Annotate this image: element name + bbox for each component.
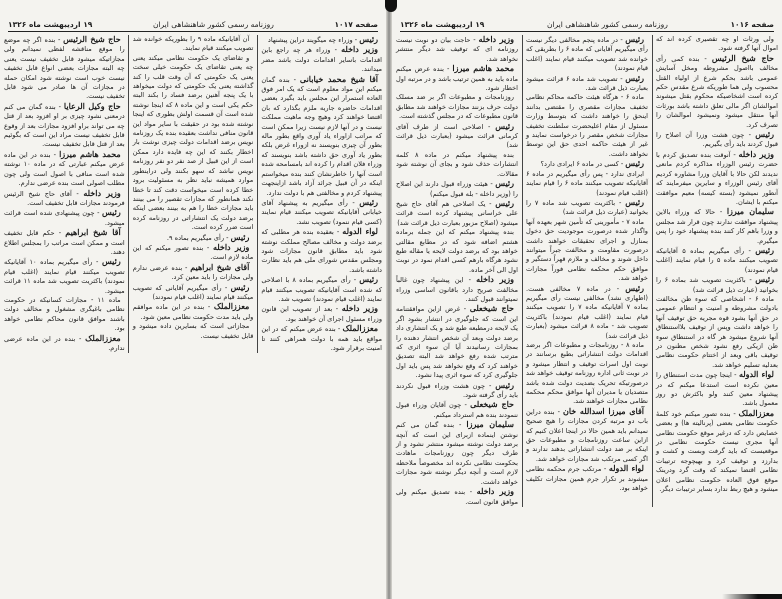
paragraph-text: - بنده دراین باب دو مرتبه کردن مجازات را هیچ صحیح نمیدانم باید همین حالا در اینجا اعلان کنیم که ازاین ساعت روزنامجات و مطبوعات حق اینکه بر ضد دولت انتشاراتی بدهند ندارند و اگر کسی مرتکب شد مجازات خواهد شد. [526, 407, 648, 463]
paragraph-text: - چون پیشنهادی شده است قرائت میشود. [4, 209, 125, 227]
paragraph-text: - بعقیده بنده هر مطلبی که برضد دولت و مخالف مصالح مملکت نوشته شود باید مطابق قانون مجازات شود ومجلس مقدس شورای ملی هم باید نظارت داشته باشد. [261, 228, 382, 274]
paragraph [656, 275, 778, 295]
paragraph [4, 102, 125, 150]
page-header [400, 13, 774, 32]
paragraph-text: - بنده عرض میکنم که در این مواقع باید همه با دولت همراهی کنند تا امنیت برقرار شود. [261, 325, 382, 352]
speaker-name: رئیس [495, 379, 514, 390]
paragraph-text: - آقای حاج شیخ الرئیس فرمودند مجازات قابل تخفیف است. [4, 189, 125, 207]
paragraph [261, 304, 382, 324]
speaker-name: وزیر داخله [83, 187, 121, 198]
paragraph [526, 407, 648, 464]
scan-edge-shadow [722, 594, 782, 599]
paragraph-text: - بنده در این ماده موافقم ولی باید مدت حکومت نظامی معین شود. [132, 303, 254, 321]
paragraph [656, 35, 778, 54]
speaker-name: رئیس [625, 72, 644, 83]
speaker-name: رئیس [625, 282, 644, 293]
paragraph-text: ایرادی ندارد - پس رأی میگیریم در ماده ۶ آقایانیکه تصویب میکنند ماده ۶ را قیام نمایند (اغلب قیام نمودند) [526, 169, 649, 197]
paragraph [133, 54, 254, 233]
paragraph-text: - باکثریت تصویب شد بماده ۶ را بخوانید (عبارت ذیل قرائت شد) [656, 276, 778, 294]
paragraph-text: - رأی میگیریم بماده ۹. [166, 233, 231, 242]
speaker-name: رئیس [230, 231, 250, 242]
paragraph-text: - مرتکب جرم محکمه نظامی میشوند بر تکرار جرم همین مجازات تکلیف خواهد بود. [526, 465, 648, 493]
speaker-name: رئیس [101, 256, 121, 267]
speaker-name: رئیس [755, 244, 774, 255]
speaker-name: رئیس [625, 196, 644, 207]
speaker-name: رئیس [359, 274, 378, 285]
paragraph [526, 74, 648, 94]
paragraph [4, 208, 125, 228]
paragraph-text: روزنامجات و مطبوعات اگر بر ضد مسلک دولت حرف بزنند مجازات خواهند شد مطابق قانون مطبوعات که در مجلس گذشته است. [396, 93, 518, 121]
speaker-name: معززالملک [85, 332, 121, 343]
speaker-name: رئیس [495, 120, 514, 131]
paragraph-text: بنده پیشنهاد میکنم که این جمله برماده هشتم اضافه شود که در مطابع مقالتی خواهد بود که برضد دولت لایحه یا مقاله طبع نشود هرگاه بارهم کسی اقدام نمود در نوبت اول الی آخر ماده. [396, 228, 518, 274]
paragraph [4, 35, 125, 102]
speaker-name: رئیس [625, 34, 644, 44]
paragraph-text: ماده ۶ - هرگاه هیئت حاکمه محاکم نظامی تخفیف مجازات مقصری را مقتضی بدانند اینحق را خواهند داشت که بتوسط وزارت مسئول از مقام اعلیحضرت سلطنت تخفیف مجازات شخص مقصر را درخواست نمایند و غیر از هیئت حاکمه احدی حق این توسط نخواهد داشت. [526, 93, 648, 158]
left-page [0, 0, 386, 353]
paragraph [526, 198, 648, 218]
page-number: صفحه ۱۰۱۷ [334, 20, 378, 29]
paragraph-text: - رأی میگیریم بماده ۱۰ آقایانیکه تصویب میکنند قیام نمایند (اغلب قیام نمودند) باکثریت تصویب شد ماده ۱۱ قرائت میشود. [4, 258, 125, 295]
paragraph [656, 295, 778, 370]
paragraph [4, 228, 125, 257]
paragraph-text: - رأی میگیریم بماده ۵ آقایانیکه تصویب میکنند ماده ۵ را قیام نمایند (اغلب قیام نمودند) [656, 246, 778, 274]
speaker-name: رئیس [101, 207, 121, 218]
paragraph [4, 150, 125, 189]
right-page [392, 0, 782, 507]
paragraph [656, 54, 778, 130]
paragraph-text: - رأی میگیریم آقایانی که تصویب میکنند قیام نمایند (اغلب قیام نمودند) [132, 283, 254, 301]
speaker-name: معززالملک [342, 323, 378, 334]
paragraph [526, 341, 648, 407]
speaker-name: سلیمان میرزا [466, 419, 515, 430]
paragraph [526, 35, 648, 74]
paragraph-text: بنده پیشنهاد میکنم در ماده ۸ کلمه انتشارات حذف شود و بجای آن نوشته شود مقالات. [396, 150, 518, 178]
paragraph-text: - حکم قابل تخفیف است و ممکن است مراتب را بمجلس اطلاع دهند. [4, 229, 125, 256]
newspaper-title: روزنامه رسمی کشور شاهنشاهی ایران [546, 20, 668, 29]
paragraph-text: - چون هشت وزراء قبول نکردند باید رأی گرفته شود. [396, 381, 518, 400]
paragraph-text: ماده ۷ - مأمورینی که تأمین شهر بعهده آنها واگذار شده درصورت موجودیت حق دخول بمنازل و اجرای تحقیقات خواهند داشت درصورت مقاومت و مخالفت جبراً میتوانند داخل شوند و مخالف و ملازم قهراً دستگیر و موافق حکم محکمه نظامی فوراً مجازات خواهد شد. [526, 217, 648, 283]
paragraph-text: ماده ۸ - روزنامجات و مطبوعات اگر برضد اقدامات دولت انتشاراتی بطبع برسانند در نوبت اول اسرات توقیف و انتظار میشود و در نوبت ثانی اداره روزنامه توقیف خواهد شد درصورتیکه تحریک بضدیت دولت شده باشد متصدیان یا مدیران آنها موافق محکم محکمه نظامی مجازات خواهند شد. [526, 341, 648, 406]
paragraph [396, 64, 518, 93]
paragraph [396, 179, 518, 199]
paragraph [656, 409, 778, 495]
paragraph [396, 487, 518, 507]
speaker-name: وزیر داخله [341, 303, 378, 314]
speaker-name: معززالملک [738, 407, 774, 418]
speaker-name: رئیس [625, 158, 644, 169]
paragraph [396, 420, 518, 487]
paragraph-text: - حالا که وزراء بالاین پیشنهاد موافقت ندارند چون قرار شد مجلس و وزرا باهم کار کنند بنده پیشنهاد خود را پس میگیرم. [656, 208, 778, 245]
paragraph-text: آن آقایانیکه ماده ۹ را بطوریکه خوانده شد تصویب میکنند قیام نمایند. [132, 35, 254, 53]
paragraph-text: ماده ۱۱ - مجازات کسانیکه در حکومت نظامی باغیگری مشغول و مخالف دولت باشند موافق قانون محاکم نظامی خواهد بود. [4, 295, 125, 333]
issue-date: ۱۹ اردیبهشت ماه ۱۳۲۶ [8, 20, 93, 29]
paragraph-text: - بنده در این ماده عرض میکنم عبارتی که در ماده ۱۰ نوشته شده است منافی با اصول است ولی چون مطلب اصولی است بنده عرضی ندارم. [4, 150, 125, 188]
paragraph [656, 246, 778, 275]
speaker-name: لواء الدوله [342, 226, 378, 237]
page-header [8, 13, 378, 32]
paragraph-text: - در ماده ۷ مخالفی هست. (اظهاری نشد) مخالفی نیست رأی میگیریم بماده ۷ آقایانیکه ماده ۷ را تصویب میکنند قیام نمایند (اغلب قیام نمودند) باکثریت تصویب شد - ماده ۸ قرائت میشود (بعبارت ذیل قرائت شد) [526, 284, 648, 340]
paragraph [133, 283, 254, 303]
page-number: صفحه ۱۰۱۶ [730, 20, 774, 29]
paragraph [656, 370, 778, 409]
speaker-name: رئیس [359, 34, 378, 44]
paragraph-text: - اصلاحی است از طرف آقای کرمانی قرائت میشود (بعبارت ذیل قرائت شد) [396, 122, 518, 150]
paragraph [396, 275, 518, 304]
paragraph-text: ولی ورثات او چه تقصیری کرده اند که اموال آنها گرفته شود. [656, 35, 778, 53]
paragraph-text: - یک اصلاحی هم آقای حاج شیخ علی خراسانی پیشنهاد کرده است قرائت میشود (اصلاح مزبور بعبارت ذیل قرائت شد) [396, 199, 518, 227]
paragraph-text: - چون هشت وزرا آن اصلاح را قبول کردند باید رأی بگیریم. [656, 131, 778, 149]
paragraph [133, 263, 254, 283]
paragraph [396, 199, 518, 228]
speaker-name: وزیر داخله [478, 34, 514, 44]
paragraph-text: - باکثریت تصویب شد ماده ۷ را بخوانید (عبارت ذیل قرائت شد) [526, 198, 648, 217]
paragraph [526, 218, 648, 284]
paragraph-text: - بنده گمان می کنم نوشتن اینماده ازبرای این است که آنچه برضد دولت نوشته میشود منتشر نشود و از طرف دیگر چون روزنامجات ماهادت بحکومت نظامی نکرده اند مخصوصاً ملاحظه لازم است و آنچه دیگر نوشته شود مجازات خواهد داشت. [396, 421, 518, 486]
paragraph-text: - رأی میگیریم بماده ۸ با اصلاحی که شده است آقایانیکه تصویب میکنند قیام نمایند (اغلب قیام نمودند) تصویب شد. [261, 276, 382, 303]
paragraph [4, 334, 125, 354]
paragraph-text: - تصویب شد ماده ۶ قرائت میشود بعبارت ذیل قرائت شد. [526, 74, 648, 93]
paragraph-text: - حاجت بیان دو نوبت نیست روزنامه ای که توقیف شد دیگر منتشر نخواهد شد. [396, 36, 518, 63]
speaker-name: آقای شیخ ابراهیم [190, 261, 250, 272]
paragraph [133, 35, 254, 54]
paragraph [396, 122, 518, 151]
paragraph [526, 170, 648, 198]
paragraph [656, 207, 778, 246]
speaker-name: آقا شیخ محمد خیابانی [299, 73, 378, 84]
paragraph-text: - بنده تصدیق میکنم ولی موافق قانون است. [396, 488, 518, 506]
paragraph [133, 322, 254, 341]
paragraph [261, 198, 382, 227]
paragraph [4, 257, 125, 296]
speaker-name: وزیر داخله [476, 486, 514, 497]
speaker-name: آقای میرزا اسدالله خان [562, 405, 644, 416]
paragraph-text: - بنده کمی رأی مخالف بااصول مشروطه ومخل آسایش عمومی باشد بحکم شرع از اولیاء القتل محسوب ولی هما طوریکه شرع مقدس حکم کرده است اشخاصیکه محکوم بقتل میشوند اموالشان اگر مالی تعلق داشته باشد بورثات آنها منتقل میشود ونمیشود اموالشان را تصرف کرد. [656, 54, 778, 129]
paragraph-text: - بنده اگر چه موضع را موقع مناقشه لفظی نمیدانم ولی مجازاتیکه میشود قابل تخفیف نیست یعنی چه البته مجازات بعضی انواع قابل تخفیف نیست خوب است نوشته شود امکان حمله در مجازات آن ها صادر می شود قابل تخفیف نیست. [4, 36, 125, 101]
paragraph [4, 296, 125, 334]
paragraph-text: - بنده گمان می کنم درمعنی نشود چیزی بر او افزود بعد از قتل چه می تواند براو افزود مجازات بعد از وقوع قابل تخفیف نیست مراد این است که بگوئیم بعد از قتل قابل تخفیف نیست. [4, 102, 125, 149]
speaker-name: رئیس [495, 178, 514, 189]
paragraph [133, 302, 254, 322]
paragraph [526, 284, 648, 341]
paragraph-text: - بنده تصور میکنم که این ماده لازم است. [132, 243, 254, 262]
paragraph-text: - در ماده پنجم مخالفی دیگر نیست رأی میگیریم آقایانی که ماده ۶ را بطریقی که خوانده شد تصویب میکنند قیام نمایند (اغلب قیام نمودند) [526, 36, 648, 73]
paragraph [526, 159, 648, 169]
speaker-name: رئیس [755, 129, 774, 140]
paragraph-text: - آنوقت بنده تصدیق کردم با حضرت رئیس الوزراء مذاکره کردم مانعی ندیدند لکن حالا با آقایان وزرا مشاوره کردیم آقای رئیس الوزراء و سایرین میفرمایند که آنطور نمیشود (بسته کیسه) معیم موافقت میکنم با ایشان. [656, 150, 778, 206]
speaker-name: لواء الدوله [608, 463, 644, 474]
speaker-name: رئیس [755, 274, 774, 285]
paragraph-text: - غرض ازاین موافقتنامه این است که جلوگیری در انتشار بشود اگر یک لایحه درمطبعه طبع شد و یک انتشاری داد برضد دولت وبعد آن شخص انتشار دهنده را بمجازات رسانیدند آیا آن سوء اثری که مترتب شده رفع خواهد شد البته تصدیق خواهند کرد که وقع نخواهد شد پس باید اول جلوگیری کرد که سوء اثری پیدا نشود. [396, 305, 518, 380]
speaker-name: وزیر داخله [212, 241, 250, 252]
speaker-name: لواء الدوله [738, 369, 774, 380]
paragraph-text: - رأی میگیریم به پیشنهاد آقای خیابانی آقایانیکه تصویب میکنند قیام نمایند (کسی قیام ننمود) تصویب نشد. [261, 198, 382, 226]
paragraph [261, 45, 382, 74]
speaker-name: سلیمان میرزا [726, 206, 774, 217]
paragraph-text: و تقاضای یک حکومت نظامی میکند یعنی چه یعنی تقاضای یک حکومت خیلی سخت یعنی یک حکومتی که آن وقت قلب را کند گذاشته یعنی یک حکومتی که دولت میخواهد با یک پنجه آهنین برضد فساد را بکند البته حکم یکی است و این ماده ۸ که اینجا نوشته شده است آن قسمت اولش بطوری که اینجا نوشته شده بود در حقیقت با سایر مواد این قانون منافی نداشت بعقیده بنده یک روزنامه نویس برضد اقدامات دولت چیزی نوشت بار اخطار بکنند که این چه فایده دارد ممکن است از این قبیل از صد نفر دو نفر روزنامه نویس نباشد که سهو بکنند ولی دراینطور موارد همیشه نباید نظر به مسئولیت برود خطا کرده است میخواست دقت کند تا خطا نکند همانطور که مجازات تقصیر را می بینند باید مجازات خطا را هم به بینند بعضی اینکه برضد دولت یک انتشاراتی در روزنامه کرده است ضرر کرده است. [132, 53, 254, 232]
paragraph-text: - بعد از تصویب این قانون وزراء مسئول اجرای آن خواهند بود. [261, 305, 382, 323]
paragraph-text: - هیئت وزراء قبول دارند این اصلاح را (وزیر داخله - بله قبول میکنم) [396, 180, 518, 198]
paragraph [261, 75, 382, 198]
paragraph [396, 151, 518, 179]
speaker-name: وزیر داخله [738, 148, 774, 159]
paragraph [261, 324, 382, 353]
paragraph-text: - بنده تصور میکنم خود کلمهٔ حکومت نظامی بعضی (پرنالیته ها) و بعضی خصایص دارد که درغیر موقع حکومت نظامی آنها مجری نیست حکومت نظامی در موقعیست که باید گرفت وبست و کشت و بدارزد و توقیف کرد و بهیچوجه ترتیبات نظامی اقتضا نمیکند که وقت گرد ودرینک موقع فوق العاده حکومت نظامی اعلان میشود و هیچ ربط ندارد بسایر ترتیبات دیگر. [656, 409, 778, 494]
paragraph [396, 381, 518, 401]
speaker-name: محمد هاشم میرزا [59, 148, 121, 159]
paragraph-text: - بنده عرض میکنم ماده باید به همین ترتیب باشد و در مرتبه اول اخطار شود. [396, 65, 518, 93]
paragraph-text: - چون آقایان وزراء قبول ننمودند بنده هم استرداد میکنم. [396, 401, 518, 419]
paragraph [133, 243, 254, 263]
issue-date: ۱۹ اردیبهشت ماه ۱۳۲۶ [400, 20, 485, 29]
speaker-name: حاج شیخ الرئیس [711, 52, 774, 63]
speaker-name: حاج شیخ الرئیس [63, 34, 121, 44]
speaker-name: معززالملک [213, 301, 250, 312]
newspaper-title: روزنامه رسمی کشور شاهنشاهی ایران [152, 20, 274, 29]
paragraph [396, 304, 518, 380]
paragraph [526, 93, 648, 159]
speaker-name: حاج وکیل الرعایا [63, 100, 121, 111]
paragraph-text: - کسی در ماده ۶ ایرادی دارد؟ [540, 160, 626, 169]
paragraph [656, 150, 778, 207]
paragraph-text: - این پیشنهاد چون غالباً مخالفت صریح دارد باقانون اساسی وزراء نمیتوانند قبول کنند. [396, 276, 518, 303]
speaker-name: حاج شیخعلی [470, 399, 514, 410]
speaker-name: رئیس [359, 196, 378, 207]
text-columns [396, 35, 778, 507]
speaker-name: رئیس [230, 281, 250, 292]
paragraph [396, 93, 518, 121]
speaker-name: حاج شیخعلی [469, 303, 514, 314]
paragraph-text: - بنده عرضی ندارم ولی مجازات را باید معین کرد. [132, 263, 254, 282]
speaker-name: وزیر داخله [341, 44, 378, 55]
paragraph-text: - وزراء چه میگویند دراین پیشنهاد [267, 36, 360, 44]
speaker-name: آقا شیخ ابراهیم [65, 227, 121, 238]
speaker-name: رئیس [495, 197, 514, 208]
text-columns [4, 35, 382, 353]
paragraph [526, 464, 648, 493]
paragraph [396, 400, 518, 420]
paragraph [396, 35, 518, 64]
paragraph-text: ماده ۶ - اشخاصی که سوء ظن مخالفت بادولت مشروطه و امنیت و انتظام عمومی در حق آنها بشود قوه مجریه حق توقیف آنها را خواهد داشت وپس از توقیف بلااستنطاق آنها شروع میشود هر گاه در استنطاق سوء ظن ازیکی رفع نشود شخص مظنون در توقیف باقی وبعد از اختتام حکومت نظامی بعدلیه تسلیم خواهد شد. [656, 294, 778, 369]
paragraph [261, 275, 382, 304]
paragraph [656, 130, 778, 150]
paragraph [4, 189, 125, 209]
paragraph-text: - اینجا چون مدت استنطاق را معین نکرده است استدعا میکنم که در پیشنهاد معین کنند ولو باکثرش دو روز معمول باشد. [656, 371, 778, 408]
speaker-name: محمد هاشم میرزا [452, 63, 514, 74]
paragraph-text: - بنده گمان میکنم این مواد معلوم است که یک امر فوق العاده استمرار این مجلس باید بگیرد بعضی اقدامات حاضره جاریه ملزم بگذارد که بان اقتضا خواهند کرد وهیچ وجه ماهیت مملکت نیست و در آنها لازم نیست زیرا ممکن است که مراتب ازاوراء یاد آوری واقع بطور ماله بطور آن چیزی بنویسند نه ازوراء غرض بلکه بطور یاد آوری حق داشته باشد بنویسند که وزراء فلان اقدام را کرده اند بامسامحه شده است آنها را خاطرنشان کنند بنده میخواستم اینکه در آن قبیل جرائد آزاد باشد ازاینجهت پیشنهاد کردم و مخالفتی هم با دولت ندارد. [261, 75, 382, 197]
paragraph-text: مجازاتی است که بسایرین داده میشود و قابل تخفیف نیست. [132, 322, 254, 340]
paragraph-text: - بنده در این ماده عرضی ندارم. [4, 334, 125, 352]
paragraph-text: - وزراء هر چه راجع باین اقدامات باسایر اقدامات دولت باشد مضر میدانند. [261, 46, 382, 74]
speaker-name: وزیر داخله [476, 274, 514, 285]
paragraph [396, 228, 518, 275]
paragraph [261, 227, 382, 275]
